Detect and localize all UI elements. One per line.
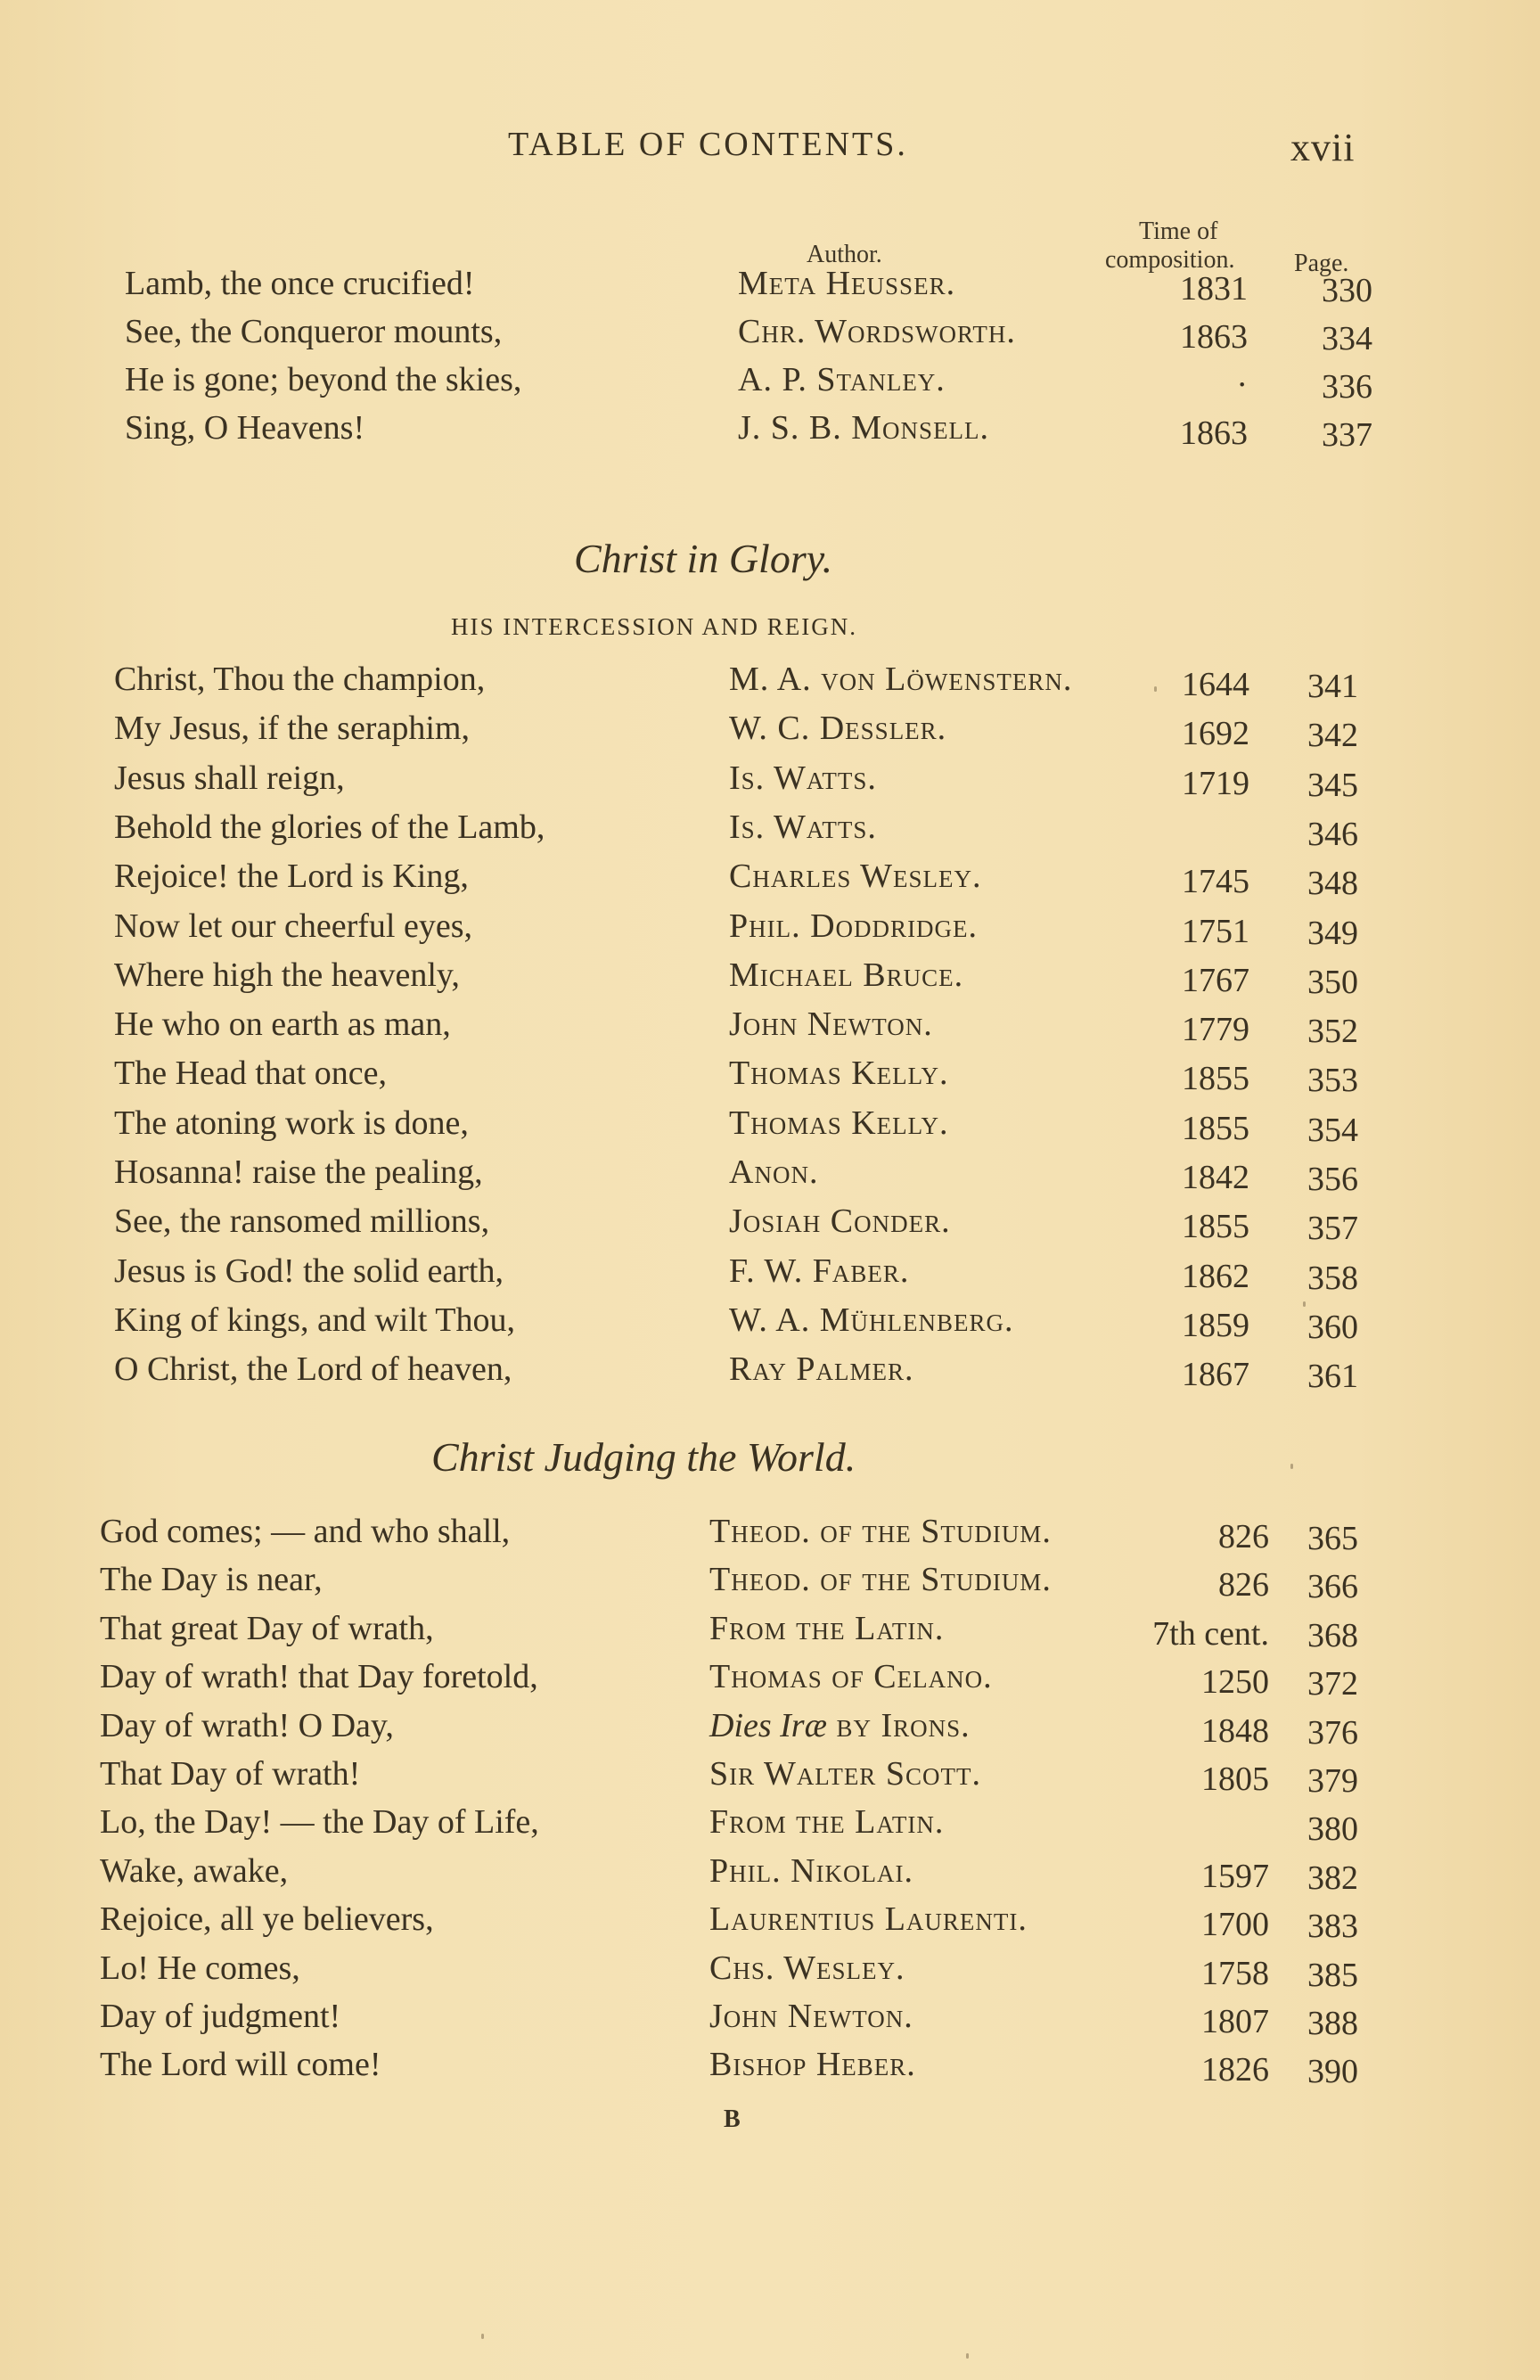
- toc-entry: [0, 1949, 1540, 1997]
- composition-year: 1644: [1182, 666, 1249, 703]
- composition-year: 1855: [1182, 1109, 1249, 1147]
- paper-speck: [966, 2353, 969, 2359]
- toc-entry: [0, 1706, 1540, 1754]
- page-reference: 353: [1307, 1062, 1358, 1100]
- toc-entry: [0, 1301, 1540, 1349]
- column-header-time-line1: Time of: [1139, 217, 1218, 245]
- composition-year: ·: [1236, 366, 1248, 404]
- toc-entry: [0, 1754, 1540, 1802]
- hymn-author: M. A. von Löwenstern.: [729, 661, 1073, 698]
- composition-year: 1779: [1182, 1011, 1249, 1049]
- composition-year: 1867: [1182, 1356, 1249, 1394]
- page-reference: 360: [1307, 1308, 1358, 1346]
- hymn-first-line: King of kings, and wilt Thou,: [114, 1301, 516, 1339]
- hymn-author: F. W. Faber.: [729, 1252, 910, 1290]
- hymn-first-line: The Head that once,: [114, 1055, 387, 1093]
- hymn-first-line: My Jesus, if the seraphim,: [114, 710, 470, 748]
- toc-entry: [0, 1104, 1540, 1152]
- hymn-author: Phil. Doddridge.: [729, 907, 979, 945]
- hymn-first-line: See, the Conqueror mounts,: [125, 313, 503, 350]
- hymn-author: Phil. Nikolai.: [709, 1851, 914, 1890]
- toc-entry: [0, 1350, 1540, 1398]
- hymn-first-line: He who on earth as man,: [114, 1005, 451, 1044]
- hymn-author: John Newton.: [729, 1005, 933, 1044]
- composition-year: 1848: [1201, 1711, 1269, 1750]
- page-reference: 376: [1307, 1713, 1358, 1752]
- running-title: TABLE OF CONTENTS.: [508, 126, 908, 163]
- toc-entry: [0, 709, 1540, 757]
- page-reference: 354: [1307, 1111, 1358, 1149]
- page-reference: 366: [1307, 1568, 1358, 1606]
- toc-entry: [0, 1153, 1540, 1201]
- page-reference: 388: [1307, 2005, 1358, 2042]
- paper-speck: [481, 2334, 484, 2339]
- toc-entry: [0, 857, 1540, 905]
- hymn-author-rest: by Irons.: [826, 1706, 971, 1744]
- hymn-author: Chs. Wesley.: [709, 1949, 905, 1987]
- toc-entry: [0, 1252, 1540, 1300]
- composition-year: 1855: [1182, 1208, 1249, 1246]
- hymn-author: Thomas of Celano.: [709, 1658, 993, 1696]
- page-reference: 341: [1307, 668, 1358, 705]
- composition-year: 1700: [1201, 1906, 1269, 1944]
- page-reference: 383: [1307, 1908, 1358, 1946]
- hymn-first-line: Jesus shall reign,: [114, 759, 345, 797]
- hymn-author: John Newton.: [709, 1998, 913, 2035]
- composition-year: 1831: [1180, 270, 1248, 308]
- hymn-author: Is. Watts.: [729, 759, 877, 797]
- hymn-first-line: Rejoice! the Lord is King,: [114, 858, 469, 896]
- hymn-first-line: Lo, the Day! — the Day of Life,: [100, 1803, 539, 1842]
- composition-year: 1745: [1182, 863, 1249, 901]
- toc-entry: [0, 1512, 1540, 1560]
- hymn-author: Laurentius Laurenti.: [709, 1900, 1028, 1939]
- hymn-first-line: Rejoice, all ye believers,: [100, 1900, 434, 1939]
- composition-year: 826: [1218, 1566, 1269, 1604]
- page-reference: 346: [1307, 815, 1358, 853]
- hymn-author: Josiah Conder.: [729, 1202, 951, 1241]
- composition-year: 1826: [1201, 2051, 1269, 2089]
- composition-year: 1862: [1182, 1257, 1249, 1295]
- hymn-author: Thomas Kelly.: [729, 1055, 949, 1093]
- hymn-first-line: Now let our cheerful eyes,: [114, 907, 473, 945]
- toc-entry: [0, 1802, 1540, 1851]
- hymn-first-line: Day of wrath! that Day foretold,: [100, 1658, 538, 1696]
- hymn-author: A. P. Stanley.: [738, 361, 946, 398]
- toc-entry: [0, 1560, 1540, 1608]
- hymn-first-line: Day of wrath! O Day,: [100, 1706, 394, 1744]
- composition-year: 1758: [1201, 1954, 1269, 1992]
- hymn-first-line: The Lord will come!: [100, 2046, 381, 2084]
- section-title-christ-judging: Christ Judging the World.: [431, 1434, 856, 1480]
- composition-year: 1859: [1182, 1306, 1249, 1344]
- hymn-author: Anon.: [729, 1153, 819, 1191]
- toc-entry: [0, 1202, 1540, 1250]
- page-reference: 352: [1307, 1013, 1358, 1051]
- hymn-first-line: Wake, awake,: [100, 1851, 289, 1890]
- composition-year: 1767: [1182, 961, 1249, 999]
- section-subtitle-intercession: HIS INTERCESSION AND REIGN.: [451, 613, 858, 640]
- page-reference: 348: [1307, 865, 1358, 903]
- toc-entry: [0, 956, 1540, 1004]
- page-reference: 358: [1307, 1259, 1358, 1297]
- hymn-first-line: God comes; — and who shall,: [100, 1513, 511, 1550]
- hymn-first-line: Day of judgment!: [100, 1998, 341, 2035]
- hymn-author: Sir Walter Scott.: [709, 1755, 981, 1793]
- composition-year: 1751: [1182, 912, 1249, 950]
- composition-year: 1719: [1182, 764, 1249, 802]
- page-number: xvii: [1290, 126, 1356, 169]
- hymn-first-line: Lo! He comes,: [100, 1949, 300, 1987]
- toc-entry: [0, 1657, 1540, 1705]
- hymn-author: Meta Heusser.: [738, 265, 956, 302]
- toc-entry: [0, 1005, 1540, 1053]
- hymn-author: Chr. Wordsworth.: [738, 313, 1016, 350]
- page-reference: 368: [1307, 1616, 1358, 1654]
- toc-entry: [0, 660, 1540, 708]
- hymn-first-line: He is gone; beyond the skies,: [125, 361, 522, 398]
- section-title-christ-in-glory: Christ in Glory.: [574, 536, 833, 581]
- composition-year: 826: [1218, 1518, 1269, 1555]
- hymn-first-line: The atoning work is done,: [114, 1104, 469, 1142]
- hymn-first-line: Hosanna! raise the pealing,: [114, 1153, 483, 1191]
- composition-year: 7th cent.: [1152, 1614, 1269, 1653]
- toc-entry: [0, 312, 1540, 360]
- hymn-author: W. C. Dessler.: [729, 710, 947, 748]
- hymn-first-line: O Christ, the Lord of heaven,: [114, 1350, 512, 1389]
- toc-entry: [0, 408, 1540, 456]
- hymn-first-line: That great Day of wrath,: [100, 1609, 434, 1647]
- composition-year: 1805: [1201, 1760, 1269, 1798]
- page-reference: 382: [1307, 1859, 1358, 1897]
- toc-entry: [0, 907, 1540, 955]
- column-header-time-line2: composition.: [1105, 246, 1235, 274]
- composition-year: 1692: [1182, 715, 1249, 753]
- page-reference: 380: [1307, 1810, 1358, 1849]
- page-reference: 379: [1307, 1762, 1358, 1800]
- page-reference: 345: [1307, 766, 1358, 804]
- page-reference: 390: [1307, 2053, 1358, 2091]
- hymn-author: Is. Watts.: [729, 808, 877, 846]
- toc-entry: [0, 1609, 1540, 1657]
- composition-year: 1250: [1201, 1663, 1269, 1702]
- toc-entry: [0, 808, 1540, 856]
- hymn-first-line: Lamb, the once crucified!: [125, 265, 475, 302]
- toc-entry: [0, 264, 1540, 312]
- hymn-author: From the Latin.: [709, 1803, 945, 1842]
- toc-entry: [0, 1851, 1540, 1900]
- composition-year: 1863: [1180, 318, 1248, 356]
- hymn-author: Thomas Kelly.: [729, 1104, 949, 1142]
- hymn-first-line: Where high the heavenly,: [114, 956, 460, 994]
- toc-entry: [0, 1900, 1540, 1948]
- hymn-author: Theod. of the Studium.: [709, 1513, 1052, 1550]
- hymn-first-line: See, the ransomed millions,: [114, 1202, 490, 1241]
- page-reference: 334: [1322, 320, 1372, 357]
- page-reference: 357: [1307, 1210, 1358, 1248]
- column-header-author: Author.: [807, 241, 882, 268]
- page-reference: 349: [1307, 914, 1358, 952]
- hymn-first-line: Jesus is God! the solid earth,: [114, 1252, 504, 1290]
- hymn-author: [709, 1706, 971, 1745]
- page-reference: 361: [1307, 1358, 1358, 1396]
- hymn-author: Bishop Heber.: [709, 2046, 916, 2084]
- hymn-author: Michael Bruce.: [729, 956, 964, 994]
- composition-year: 1597: [1201, 1857, 1269, 1895]
- toc-entry: [0, 759, 1540, 807]
- page-reference: 337: [1322, 416, 1372, 454]
- page-reference: 350: [1307, 963, 1358, 1001]
- page-reference: 336: [1322, 368, 1372, 406]
- toc-entry: [0, 1054, 1540, 1102]
- hymn-first-line: The Day is near,: [100, 1561, 323, 1599]
- paper-speck: [1290, 1464, 1293, 1469]
- hymn-author: Ray Palmer.: [729, 1350, 914, 1389]
- hymn-author: J. S. B. Monsell.: [738, 409, 990, 447]
- hymn-author: Charles Wesley.: [729, 858, 982, 896]
- column-header-page: Page.: [1294, 250, 1349, 277]
- composition-year: 1863: [1180, 414, 1248, 452]
- paper-speck: [1303, 1301, 1306, 1307]
- page-reference: 372: [1307, 1665, 1358, 1703]
- toc-entry: [0, 1997, 1540, 2045]
- signature-mark: B: [724, 2105, 741, 2133]
- hymn-author-italic: Dies Iræ: [709, 1706, 827, 1744]
- page-reference: 356: [1307, 1161, 1358, 1198]
- hymn-first-line: Behold the glories of the Lamb,: [114, 808, 545, 846]
- composition-year: 1842: [1182, 1159, 1249, 1196]
- hymn-first-line: Sing, O Heavens!: [125, 409, 365, 447]
- page-reference: 385: [1307, 1956, 1358, 1994]
- hymn-author: From the Latin.: [709, 1609, 945, 1647]
- toc-entry: [0, 360, 1540, 408]
- page-reference: 330: [1322, 272, 1372, 309]
- composition-year: 1855: [1182, 1060, 1249, 1098]
- page-reference: 342: [1307, 717, 1358, 755]
- hymn-author: Theod. of the Studium.: [709, 1561, 1052, 1599]
- paper-speck: [1154, 686, 1157, 692]
- page-reference: 365: [1307, 1520, 1358, 1557]
- hymn-first-line: Christ, Thou the champion,: [114, 661, 486, 698]
- toc-entry: [0, 2045, 1540, 2093]
- hymn-first-line: That Day of wrath!: [100, 1755, 361, 1793]
- hymn-author: W. A. Mühlenberg.: [729, 1301, 1014, 1339]
- composition-year: 1807: [1201, 2003, 1269, 2040]
